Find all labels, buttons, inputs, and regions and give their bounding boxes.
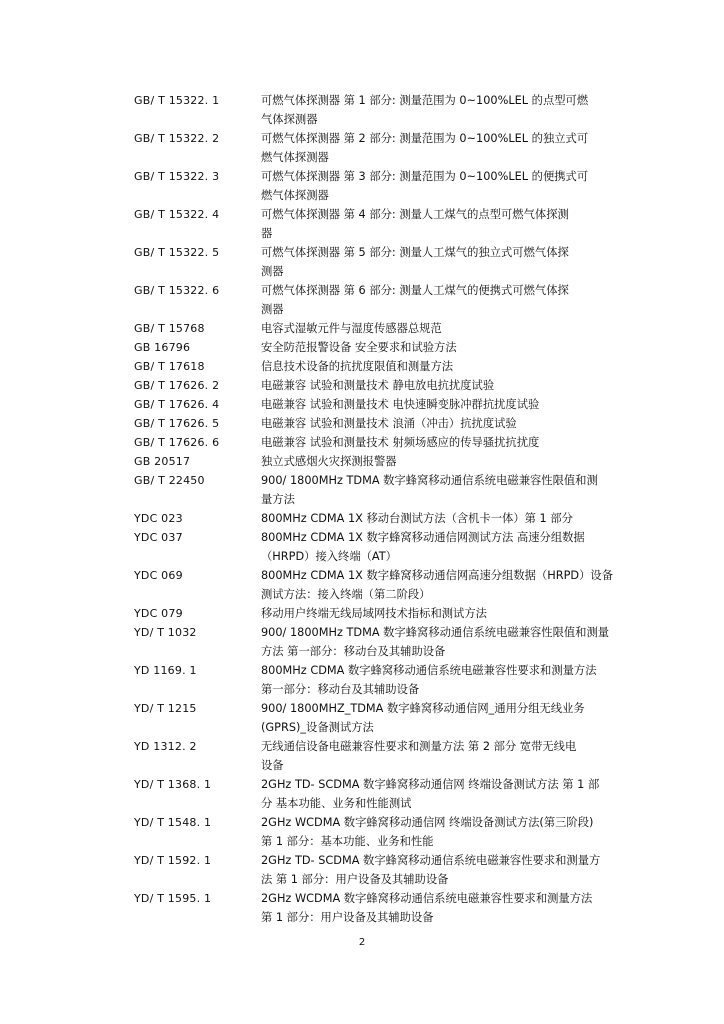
standard-title	[261, 338, 621, 357]
standard-title-line: 可燃气体探测器 第 5 部分: 测量人工煤气的独立式可燃气体探	[261, 246, 569, 259]
standard-title	[261, 813, 621, 851]
standard-code: YD/ T 1595. 1	[134, 892, 212, 905]
standard-code: GB/ T 15322. 6	[134, 284, 220, 297]
standard-code: GB/ T 15322. 5	[134, 246, 220, 259]
standard-title	[261, 471, 621, 509]
standard-title	[261, 604, 621, 623]
standard-title-line: 可燃气体探测器 第 4 部分: 测量人工煤气的点型可燃气体探测	[261, 208, 569, 221]
standard-title-line: 气体探测器	[261, 113, 318, 126]
standard-title-line: 法 第 1 部分：用户设备及其辅助设备	[261, 873, 449, 886]
standard-code: YDC 037	[134, 531, 183, 544]
standard-entry	[0, 376, 724, 395]
standard-code: GB/ T 15768	[134, 322, 205, 335]
standard-title	[261, 509, 621, 528]
standard-title-line: 800MHz CDMA 数字蜂窝移动通信系统电磁兼容性要求和测量方法	[261, 664, 597, 677]
standard-title	[261, 851, 621, 889]
standard-title	[261, 737, 621, 775]
standard-title-line: 测器	[261, 265, 284, 278]
standard-title-line: 分 基本功能、业务和性能测试	[261, 797, 412, 810]
standard-entry	[0, 319, 724, 338]
standard-code: YDC 069	[134, 569, 183, 582]
standard-title-line: 2GHz WCDMA 数字蜂窝移动通信系统电磁兼容性要求和测量方法	[261, 892, 593, 905]
standard-title-line: 900/ 1800MHz TDMA 数字蜂窝移动通信系统电磁兼容性限值和测	[261, 474, 598, 487]
standard-title-line: 独立式感烟火灾探测报警器	[261, 455, 397, 468]
standard-entry	[0, 414, 724, 433]
standard-title	[261, 661, 621, 699]
standard-title-line: 2GHz WCDMA 数字蜂窝移动通信网 终端设备测试方法(第三阶段)	[261, 816, 594, 829]
page-number: 2	[358, 937, 366, 948]
standard-title-line: 800MHz CDMA 1X 数字蜂窝移动通信网高速分组数据（HRPD）设备	[261, 569, 613, 582]
standard-title-line: 第一部分：移动台及其辅助设备	[261, 683, 420, 696]
standard-title-line: 测器	[261, 303, 284, 316]
standard-title-line: 800MHz CDMA 1X 数字蜂窝移动通信网测试方法 高速分组数据	[261, 531, 585, 544]
standard-entry	[0, 661, 724, 699]
standard-entry	[0, 129, 724, 167]
standard-title-line: 900/ 1800MHz TDMA 数字蜂窝移动通信系统电磁兼容性限值和测量	[261, 626, 610, 639]
standard-title	[261, 623, 621, 661]
standard-code: YD 1312. 2	[134, 740, 197, 753]
standard-entry	[0, 91, 724, 129]
standard-title	[261, 357, 621, 376]
standard-title	[261, 699, 621, 737]
standard-entry	[0, 167, 724, 205]
standard-code: GB/ T 15322. 3	[134, 170, 220, 183]
standard-title-line: 器	[261, 227, 273, 240]
standard-title-line: 测试方法：接入终端（第二阶段）	[261, 588, 431, 601]
standard-code: GB/ T 17618	[134, 360, 205, 373]
standard-title-line: 量方法	[261, 493, 295, 506]
standard-entry	[0, 395, 724, 414]
standard-code: YD/ T 1592. 1	[134, 854, 212, 867]
standard-title	[261, 205, 621, 243]
standard-code: GB/ T 17626. 6	[134, 436, 220, 449]
standard-code: YDC 079	[134, 607, 183, 620]
standard-entry	[0, 452, 724, 471]
standard-code: YD/ T 1032	[134, 626, 197, 639]
standard-title-line: (GPRS)_设备测试方法	[261, 721, 374, 734]
standard-title-line: 电容式湿敏元件与湿度传感器总规范	[261, 322, 442, 335]
standard-title	[261, 528, 621, 566]
standard-title	[261, 775, 621, 813]
standard-title-line: 设备	[261, 759, 284, 772]
standard-entry	[0, 623, 724, 661]
standard-title-line: 方法 第一部分：移动台及其辅助设备	[261, 645, 446, 658]
standard-title-line: 可燃气体探测器 第 6 部分: 测量人工煤气的便携式可燃气体探	[261, 284, 569, 297]
standard-title-line: 电磁兼容 试验和测量技术 静电放电抗扰度试验	[261, 379, 495, 392]
standard-entry	[0, 528, 724, 566]
standard-title	[261, 889, 621, 927]
standard-title-line: 安全防范报警设备 安全要求和试验方法	[261, 341, 457, 354]
standard-title	[261, 395, 621, 414]
standard-entry	[0, 775, 724, 813]
standard-entry	[0, 566, 724, 604]
standard-code: YD 1169. 1	[134, 664, 197, 677]
standard-entry	[0, 509, 724, 528]
standard-entry	[0, 243, 724, 281]
standard-title	[261, 376, 621, 395]
standard-title	[261, 433, 621, 452]
standard-title-line: 电磁兼容 试验和测量技术 电快速瞬变脉冲群抗扰度试验	[261, 398, 540, 411]
standard-code: GB 20517	[134, 455, 191, 468]
standard-title-line: 燃气体探测器	[261, 189, 329, 202]
standard-title-line: 可燃气体探测器 第 3 部分: 测量范围为 0~100%LEL 的便携式可	[261, 170, 589, 183]
standard-entry	[0, 699, 724, 737]
standard-title	[261, 167, 621, 205]
standard-code: GB/ T 17626. 5	[134, 417, 220, 430]
standard-title-line: 2GHz TD- SCDMA 数字蜂窝移动通信系统电磁兼容性要求和测量方	[261, 854, 601, 867]
standard-code: YD/ T 1215	[134, 702, 197, 715]
standard-code: YD/ T 1548. 1	[134, 816, 212, 829]
standard-title	[261, 281, 621, 319]
standard-title-line: 900/ 1800MHZ_TDMA 数字蜂窝移动通信网_通用分组无线业务	[261, 702, 585, 715]
standard-entry	[0, 737, 724, 775]
standard-code: YDC 023	[134, 512, 183, 525]
standard-code: GB 16796	[134, 341, 191, 354]
standard-entry	[0, 851, 724, 889]
standard-entry	[0, 205, 724, 243]
standard-entry	[0, 357, 724, 376]
standard-title-line: 800MHz CDMA 1X 移动台测试方法（含机卡一体）第 1 部分	[261, 512, 573, 525]
standard-code: GB/ T 15322. 2	[134, 132, 220, 145]
standard-title	[261, 319, 621, 338]
standard-entry	[0, 471, 724, 509]
standard-title-line: 信息技术设备的抗扰度限值和测量方法	[261, 360, 454, 373]
standard-title	[261, 243, 621, 281]
standard-entry	[0, 604, 724, 623]
standard-title-line: 2GHz TD- SCDMA 数字蜂窝移动通信网 终端设备测试方法 第 1 部	[261, 778, 600, 791]
standard-title	[261, 414, 621, 433]
standard-title-line: 可燃气体探测器 第 2 部分: 测量范围为 0~100%LEL 的独立式可	[261, 132, 589, 145]
standard-title-line: 燃气体探测器	[261, 151, 329, 164]
standard-title	[261, 566, 621, 604]
standard-title	[261, 91, 621, 129]
standard-title-line: 电磁兼容 试验和测量技术 浪涌（冲击）抗扰度试验	[261, 417, 517, 430]
standard-entry	[0, 338, 724, 357]
standard-title-line: 电磁兼容 试验和测量技术 射频场感应的传导骚扰抗扰度	[261, 436, 540, 449]
standard-title	[261, 452, 621, 471]
standard-title-line: 第 1 部分：用户设备及其辅助设备	[261, 911, 434, 924]
standard-title-line: 第 1 部分：基本功能、业务和性能	[261, 835, 434, 848]
standard-code: GB/ T 22450	[134, 474, 205, 487]
standard-title-line: 无线通信设备电磁兼容性要求和测量方法 第 2 部分 宽带无线电	[261, 740, 577, 753]
standard-entry	[0, 889, 724, 927]
standard-entry	[0, 433, 724, 452]
standard-title-line: （HRPD）接入终端（AT）	[261, 550, 397, 563]
standard-title-line: 可燃气体探测器 第 1 部分: 测量范围为 0~100%LEL 的点型可燃	[261, 94, 589, 107]
standard-title	[261, 129, 621, 167]
standard-title-line: 移动用户终端无线局域网技术指标和测试方法	[261, 607, 487, 620]
standard-code: GB/ T 15322. 4	[134, 208, 220, 221]
standard-entry	[0, 813, 724, 851]
standard-code: YD/ T 1368. 1	[134, 778, 212, 791]
standard-code: GB/ T 15322. 1	[134, 94, 220, 107]
standard-code: GB/ T 17626. 4	[134, 398, 220, 411]
standard-entry	[0, 281, 724, 319]
standard-code: GB/ T 17626. 2	[134, 379, 220, 392]
